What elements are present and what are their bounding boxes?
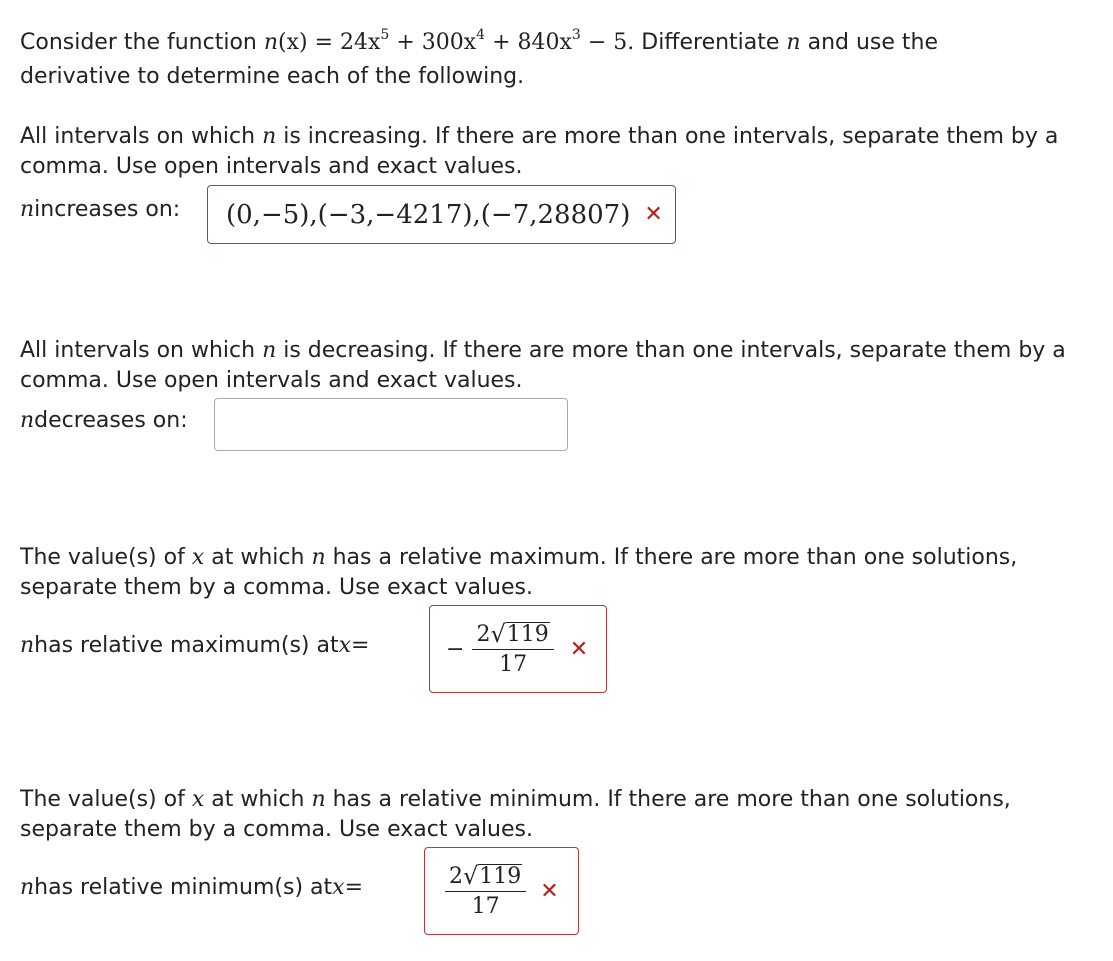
q1-text-b: is increasing. If there are more than one intervals, separate them by a bbox=[276, 124, 1059, 149]
var-n: n bbox=[20, 408, 35, 433]
term-3: + 840x bbox=[485, 30, 572, 55]
func-name: n bbox=[263, 30, 279, 55]
q3-prompt bbox=[20, 543, 1017, 573]
incorrect-x-icon: ✕ bbox=[540, 878, 559, 904]
q2-prompt bbox=[20, 336, 1066, 366]
exp-5: 5 bbox=[380, 27, 390, 43]
q3-fraction bbox=[472, 619, 553, 677]
q3-prompt-line2: separate them by a comma. Use exact values. bbox=[20, 575, 533, 600]
q2-text-a: All intervals on which bbox=[20, 338, 263, 363]
minus-sign: − bbox=[446, 636, 465, 662]
q4-prompt-line2: separate them by a comma. Use exact values. bbox=[20, 817, 533, 842]
q3-denominator: 17 bbox=[499, 651, 528, 677]
var-x: x bbox=[191, 545, 205, 570]
var-n: n bbox=[262, 124, 277, 149]
intro-text-c: and use the bbox=[800, 30, 939, 55]
sqrt-icon: √ bbox=[463, 861, 479, 890]
equals-sign: = bbox=[351, 633, 370, 658]
q4-denominator: 17 bbox=[471, 893, 500, 919]
var-n: n bbox=[262, 338, 277, 363]
var-x: x bbox=[332, 875, 345, 900]
q3-label bbox=[20, 633, 369, 658]
term-4: − 5. bbox=[580, 30, 635, 55]
q1-text-a: All intervals on which bbox=[20, 124, 263, 149]
intro-text: Consider the function bbox=[20, 30, 264, 55]
func-var: (x) bbox=[278, 30, 308, 55]
q4-label-text: has relative minimum(s) at bbox=[34, 875, 333, 900]
exp-3: 3 bbox=[571, 27, 581, 43]
q2-label-text: decreases on: bbox=[34, 408, 188, 433]
var-n: n bbox=[311, 787, 326, 812]
problem-statement bbox=[20, 28, 938, 58]
q3-coef: 2 bbox=[476, 621, 491, 647]
var-n: n bbox=[20, 633, 35, 658]
q3-text-a: The value(s) of bbox=[20, 545, 192, 570]
exp-4: 4 bbox=[476, 27, 486, 43]
var-n: n bbox=[311, 545, 326, 570]
var-n: n bbox=[20, 197, 35, 222]
var-n: n bbox=[20, 875, 35, 900]
q2-prompt-line2: comma. Use open intervals and exact values. bbox=[20, 368, 523, 393]
q4-text-a: The value(s) of bbox=[20, 787, 192, 812]
intro-text-b: Differentiate bbox=[634, 30, 787, 55]
incorrect-x-icon: ✕ bbox=[569, 636, 589, 662]
q3-text-b: at which bbox=[204, 545, 312, 570]
q3-text-c: has a relative maximum. If there are more than one solutions, bbox=[325, 545, 1018, 570]
problem-statement-line2: derivative to determine each of the following. bbox=[20, 64, 525, 89]
q1-prompt-line2: comma. Use open intervals and exact values. bbox=[20, 154, 523, 179]
q1-label bbox=[20, 197, 180, 222]
q4-text-c: has a relative minimum. If there are more than one solutions, bbox=[325, 787, 1011, 812]
var-x: x bbox=[338, 633, 352, 658]
q4-text-b: at which bbox=[204, 787, 312, 812]
q4-fraction bbox=[445, 861, 526, 919]
q4-coef: 2 bbox=[449, 863, 463, 889]
q2-label bbox=[20, 408, 188, 433]
var-x: x bbox=[191, 787, 205, 812]
q1-answer-value: (0,−5),(−3,−4217),(−7,28807) bbox=[226, 199, 631, 230]
var-n: n bbox=[786, 30, 801, 55]
q2-answer-field[interactable] bbox=[214, 398, 568, 451]
sqrt-icon: √ bbox=[490, 619, 506, 648]
q2-text-b: is decreasing. If there are more than one intervals, separate them by a bbox=[276, 338, 1066, 363]
q3-label-text: has relative maximum(s) at bbox=[34, 633, 339, 658]
term-2: + 300x bbox=[389, 30, 477, 55]
q4-prompt bbox=[20, 785, 1011, 815]
q1-answer-field[interactable] bbox=[207, 185, 676, 244]
q4-label bbox=[20, 875, 363, 900]
q4-answer-field[interactable] bbox=[424, 847, 579, 935]
q1-prompt bbox=[20, 122, 1058, 152]
q3-numerator bbox=[472, 619, 553, 650]
q4-numerator bbox=[445, 861, 526, 892]
incorrect-x-icon: ✕ bbox=[644, 202, 663, 227]
q3-radicand: 119 bbox=[506, 621, 549, 647]
q3-answer-field[interactable] bbox=[429, 605, 607, 693]
q1-label-text: increases on: bbox=[34, 197, 181, 222]
q4-radicand: 119 bbox=[479, 863, 522, 889]
equals-sign: = bbox=[344, 875, 364, 900]
term-1: = 24x bbox=[307, 30, 381, 55]
